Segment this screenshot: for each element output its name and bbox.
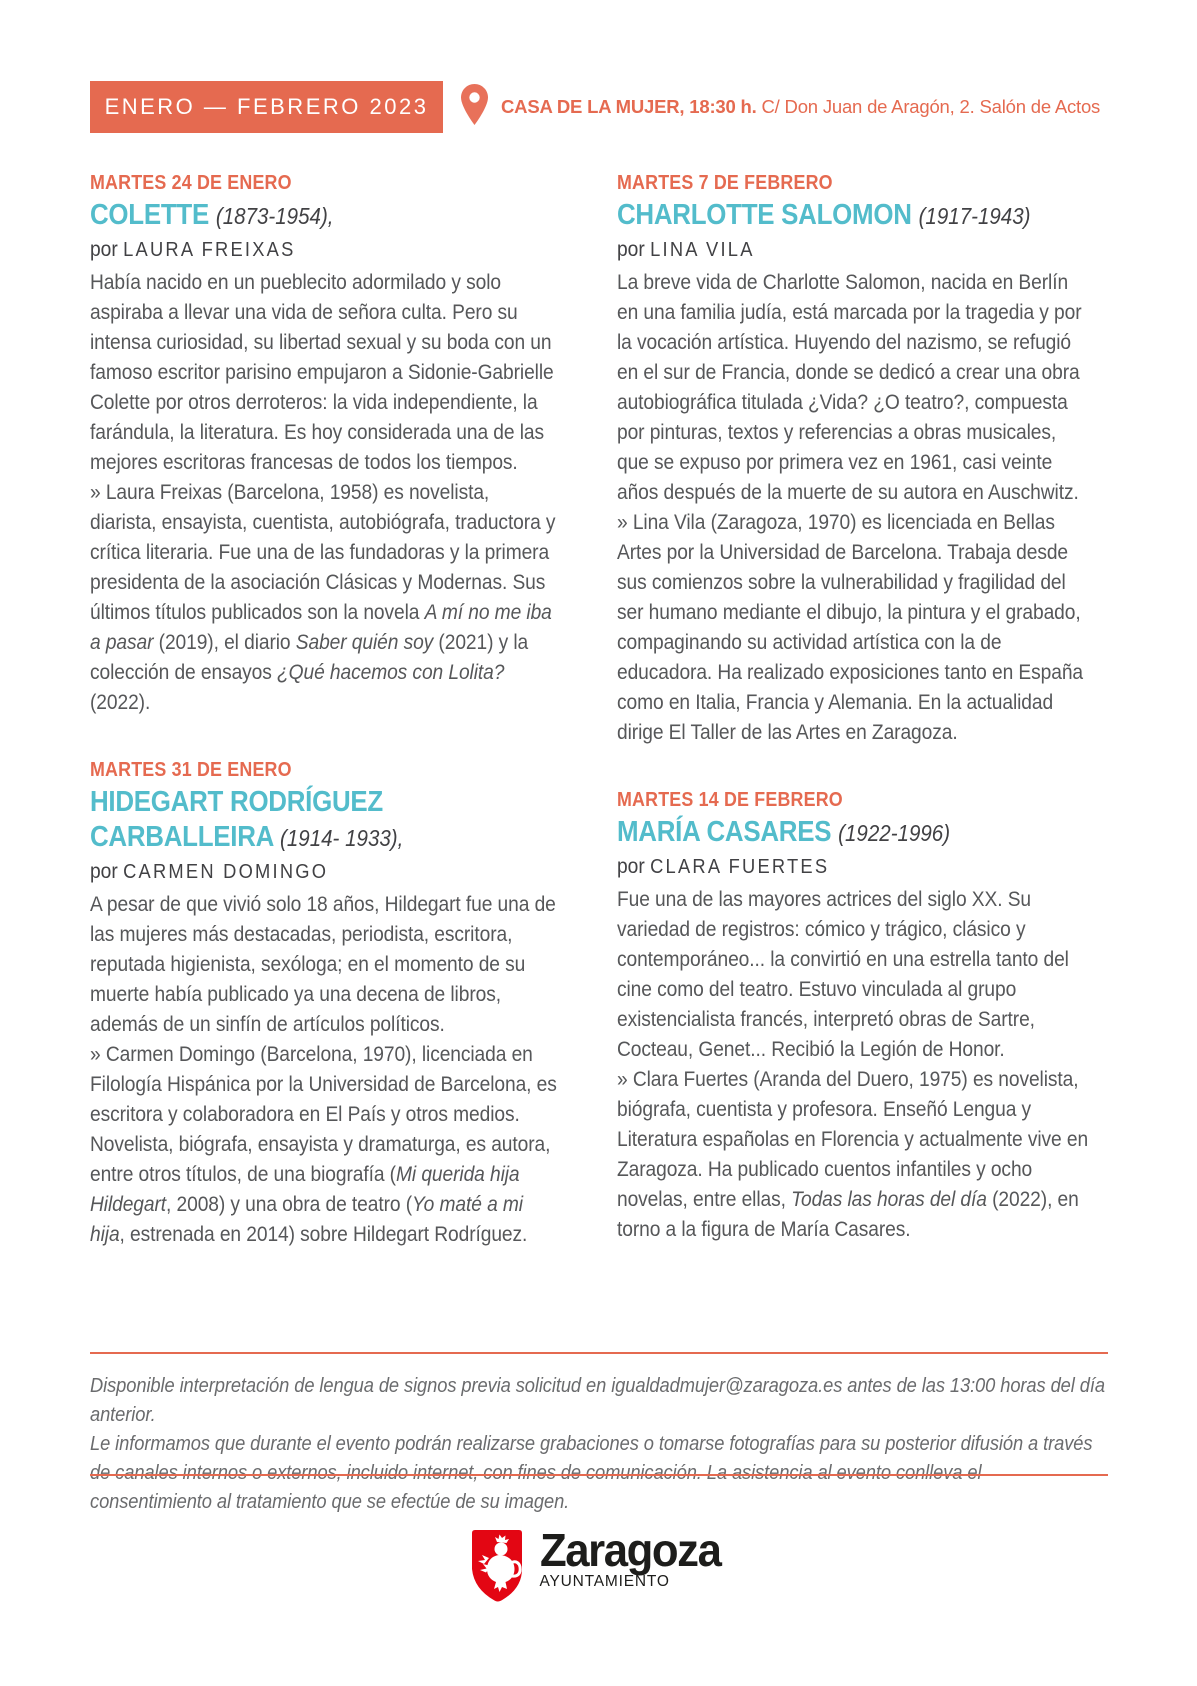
column-left	[90, 172, 557, 1249]
event-intro: Fue una de las mayores actrices del siglo XX. Su variedad de registros: cómico y trágico, clásico y contemporáneo... la convirtió en una estrella tanto del cine como del teatro. Estuvo vinculada al grupo existencialista francés, interpretó obras de Sartre, Cocteau, Genet... Recibió la Legión de Honor.	[617, 887, 1069, 1061]
event-maria-casares	[617, 789, 1092, 1244]
divider-top	[90, 1352, 1108, 1354]
event-speaker: LINA VILA	[650, 238, 755, 261]
zaragoza-logo	[0, 1524, 1197, 1604]
event-title	[617, 198, 1092, 234]
event-byline	[90, 858, 557, 885]
event-name: HIDEGART RODRÍGUEZ CARBALLEIRA	[90, 786, 383, 853]
location-pin-icon	[461, 84, 488, 130]
event-bio: » Lina Vila (Zaragoza, 1970) es licenciada en Bellas Artes por la Universidad de Barcelona. Trabaja desde sus comienzos sobre la vulnerabilidad y fragilidad del ser humano mediante el dibujo, la pintura y el grabado, compaginando su actividad artística con la de educadora. Ha realizado exposiciones tanto en España como en Italia, Francia y Alemania. En la actualidad dirige El Taller de las Artes en Zaragoza.	[617, 510, 1084, 744]
event-bio: » Clara Fuertes (Aranda del Duero, 1975) es novelista, biógrafa, cuentista y profesora. Enseñó Lengua y Literatura españolas en Florencia y actualmente vive en Zaragoza. Ha publicado cuentos infantiles y ocho novelas, entre ellas, Todas las horas del día (2022), en torno a la figura de María Casares.	[617, 1067, 1089, 1241]
event-bio: » Carmen Domingo (Barcelona, 1970), licenciada en Filología Hispánica por la Universidad de Barcelona, es escritora y colaboradora en El País y otros medios. Novelista, biógrafa, ensayista y dramaturga, es autora, entre otros títulos, de una biografía (Mi querida hija Hildegart, 2008) y una obra de teatro (Yo maté a mi hija, estrenada en 2014) sobre Hildegart Rodríguez.	[90, 1042, 557, 1246]
logo-text-block	[539, 1524, 730, 1591]
event-years: (1917-1943)	[918, 203, 1031, 229]
logo-city-text: Zaragoza	[539, 1524, 720, 1576]
event-name: CHARLOTTE SALOMON	[617, 199, 912, 231]
event-intro: La breve vida de Charlotte Salomon, nacida en Berlín en una familia judía, está marcada por la tragedia y por la vocación artística. Huyendo del nazismo, se refugió en el sur de Francia, donde se dedicó a crear una obra autobiográfica titulada ¿Vida? ¿O teatro?, compuesta por pinturas, textos y referencias a obras musicales, que se expuso por primera vez en 1961, casi veinte años después de la muerte de su autora en Auschwitz.	[617, 270, 1082, 504]
footer-notes	[90, 1371, 1108, 1516]
event-speaker: LAURA FREIXAS	[123, 238, 296, 261]
by-prefix: por	[90, 237, 118, 261]
venue-line	[461, 81, 1100, 133]
media-consent-note: Le informamos que durante el evento podrán realizarse grabaciones o tomarse fotografías para su posterior difusión a través de canales internos o externos, incluido internet, con fines de comunicación. La asistencia al evento conlleva el consentimiento al tratamiento que se efectúe de su imagen.	[90, 1432, 1093, 1513]
event-date: MARTES 24 DE ENERO	[90, 172, 292, 194]
divider-bottom	[90, 1474, 1108, 1476]
event-byline	[617, 853, 1092, 880]
venue-name-time: CASA DE LA MUJER, 18:30 h.	[501, 96, 757, 117]
event-title	[90, 198, 557, 234]
event-title	[90, 785, 557, 856]
column-right	[617, 172, 1092, 1244]
logo-subtitle: AYUNTAMIENTO	[539, 1573, 670, 1590]
event-name: COLETTE	[90, 199, 209, 231]
event-colette	[90, 172, 557, 717]
venue-address: C/ Don Juan de Aragón, 2. Salón de Actos	[761, 96, 1101, 117]
event-speaker: CLARA FUERTES	[650, 855, 830, 878]
event-byline	[90, 236, 557, 263]
sign-language-note: Disponible interpretación de lengua de signos previa solicitud en igualdadmujer@zaragoza.es antes de las 13:00 horas del día anterior.	[90, 1374, 1105, 1426]
venue-text	[501, 96, 1100, 118]
event-date: MARTES 31 DE ENERO	[90, 759, 292, 781]
event-years: (1914- 1933),	[280, 825, 404, 851]
event-hildegart	[90, 759, 557, 1249]
event-speaker: CARMEN DOMINGO	[123, 860, 329, 883]
event-intro: A pesar de que vivió solo 18 años, Hildegart fue una de las mujeres más destacadas, periodista, escritora, reputada higienista, sexóloga; en el momento de su muerte había publicado ya una decena de libros, además de un sinfín de artículos políticos.	[90, 892, 556, 1036]
period-banner	[90, 81, 443, 133]
by-prefix: por	[90, 859, 118, 883]
event-date: MARTES 7 DE FEBRERO	[617, 172, 833, 194]
by-prefix: por	[617, 854, 645, 878]
event-charlotte	[617, 172, 1092, 747]
zaragoza-shield-icon	[468, 1528, 525, 1604]
event-years: (1922-1996)	[838, 820, 951, 846]
event-years: (1873-1954),	[215, 203, 334, 229]
by-prefix: por	[617, 237, 645, 261]
event-byline	[617, 236, 1092, 263]
event-bio: » Laura Freixas (Barcelona, 1958) es novelista, diarista, ensayista, cuentista, autobiógrafa, traductora y crítica literaria. Fue una de las fundadoras y la primera presidenta de la asociación Clásicas y Modernas. Sus últimos títulos publicados son la novela A mí no me iba a pasar (2019), el diario Saber quién soy (2021) y la colección de ensayos ¿Qué hacemos con Lolita? (2022).	[90, 480, 556, 714]
event-name: MARÍA CASARES	[617, 816, 832, 848]
event-intro: Había nacido en un pueblecito adormilado y solo aspiraba a llevar una vida de señora culta. Pero su intensa curiosidad, su libertad sexual y su boda con un famoso escritor parisino empujaron a Sidonie-Gabrielle Colette por otros derroteros: la vida independiente, la farándula, la literatura. Es hoy considerada una de las mejores escritoras francesas de todos los tiempos.	[90, 270, 554, 474]
period-label: ENERO — FEBRERO 2023	[104, 94, 429, 119]
event-title	[617, 815, 1092, 851]
event-date: MARTES 14 DE FEBRERO	[617, 789, 843, 811]
